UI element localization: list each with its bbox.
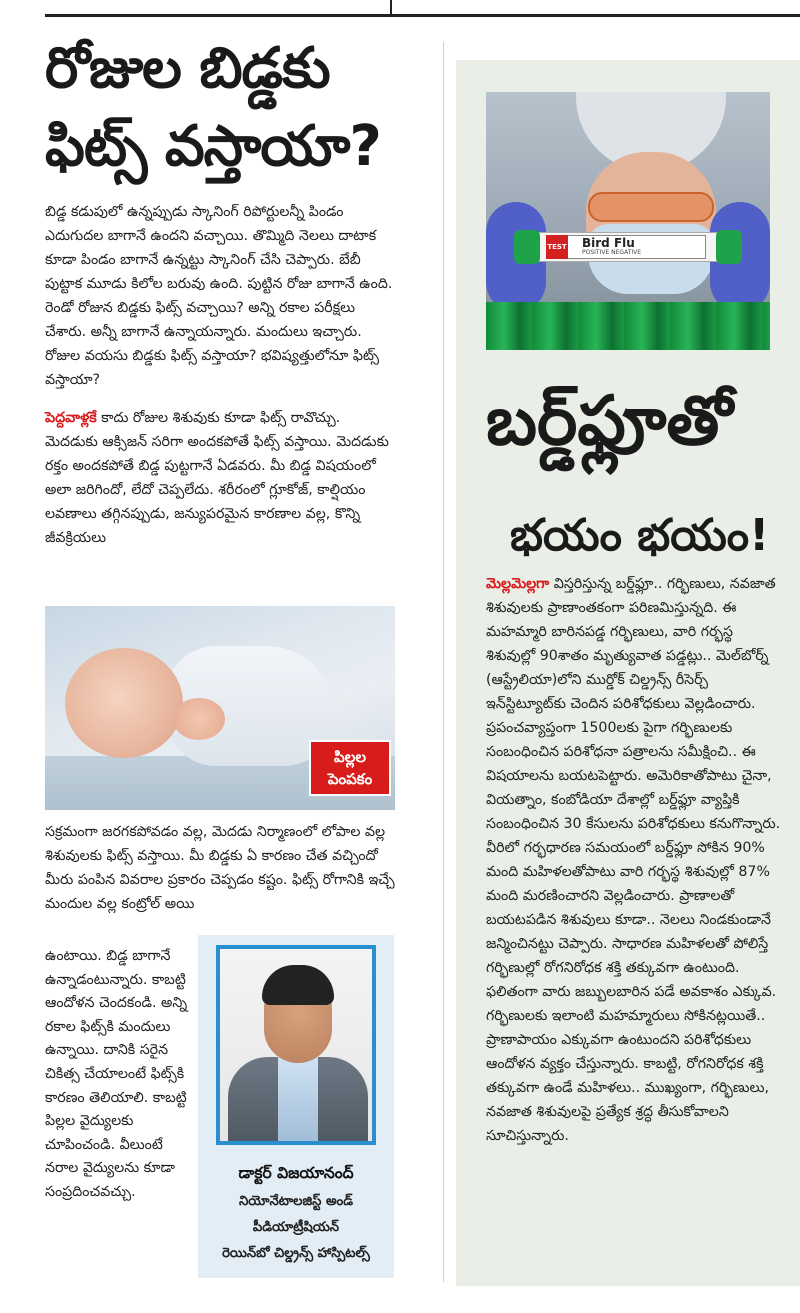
- doctor-role-1: నియోనేటాలజిస్ట్ అండ్: [239, 1194, 353, 1209]
- doctor-box: [198, 935, 394, 1278]
- doctor-hospital: రెయిన్‌బో చిల్డ్రన్స్ హాస్పిటల్స్: [222, 1246, 370, 1261]
- green-vial-caps: [486, 302, 770, 350]
- doctor-name: డాక్టర్ విజయానంద్: [238, 1164, 354, 1182]
- right-paragraph: [486, 572, 786, 1148]
- column-badge: పిల్లల పెంపకం: [309, 740, 391, 796]
- top-rule: [0, 0, 800, 18]
- top-rule-line: [45, 14, 800, 17]
- tube-test-tag: TEST: [546, 235, 568, 259]
- answer-text-1: కాదు రోజుల శిశువుకు కూడా ఫిట్స్ రావొచ్చు. మెదడుకు ఆక్సిజన్ సరిగా అందకపోతే ఫిట్స్ వస్తాయి. మెదడుకు రక్తం అందకపోతే బిడ్డ పుట్టగానే ఏడవరు. మీ బిడ్డ విషయంలో అలా జరిగిందో, లేదో చెప్పలేదు. శరీరంలో గ్లూకోజ్, కాల్షియం లవణాలు తగ్గినప్పుడు, జన్యుపరమైన కారణాల వల్ల, కొన్ని జీవక్రియలు: [45, 410, 389, 546]
- baby-photo: [45, 606, 395, 810]
- right-headline-2: భయం భయం!: [510, 510, 770, 561]
- safety-glasses: [588, 192, 714, 222]
- right-article-body: [486, 572, 786, 1148]
- answer-continued: [45, 820, 395, 916]
- doctor-photo: [216, 945, 376, 1145]
- doctor-roles: [198, 1189, 394, 1267]
- right-headline-1: బర్డ్‌ఫ్లూతో: [486, 382, 733, 461]
- doctor-role-2: పీడియాట్రీషియన్: [252, 1220, 340, 1235]
- tube-label-text: Bird Flu: [582, 236, 635, 250]
- right-body-text: విస్తరిస్తున్న బర్డ్‌ఫ్లూ.. గర్భిణులు, నవజాత శిశువులకు ప్రాణాంతకంగా పరిణమిస్తున్నది. ఈ మహమ్మారి బారినపడ్డ గర్భిణులు, వారి గర్భస్థ శిశువుల్లో 90శాతం మృత్యువాత పడ్డట్లు.. మెల్‌బోర్న్ (ఆస్ట్రేలియా)లోని ముర్డోక్ చిల్డ్రన్స్ రీసెర్చ్ ఇన్‌స్టిట్యూట్‌కు చెందిన పరిశోధకులు వెల్లడించారు. ప్రపంచవ్యాప్తంగా 1500లకు పైగా గర్భిణులకు సంబంధించిన పరిశోధనా పత్రాలను సమీక్షించి.. ఈ విషయాలను బయటపెట్టారు. అమెరికాతోపాటు చైనా, వియత్నాం, కంబోడియా దేశాల్లో బర్డ్‌ఫ్లూ వ్యాప్తికి సంబంధించిన 30 కేసులను పరిశోధకులు కనుగొన్నారు. వీరిలో గర్భధారణ సమయంలో బర్డ్‌ఫ్లూ సోకిన 90% మంది మహిళలతోపాటు వారి గర్భస్థ శిశువుల్లో 87% మంది మరణించారని వెల్లడించారు. ప్రాణాలతో బయటపడిన శిశువులు కూడా.. నెలలు నిండకుండానే జన్మించినట్టు చెప్పారు. సాధారణ మహిళలతో పోలిస్తే గర్భిణుల్లో రోగనిరోధక శక్తి తక్కువగా ఉంటుంది. ఫలితంగా వారు జబ్బులబారిన పడే అవకాశం ఎక్కువ. గర్భిణులకు ఇలాంటి మహమ్మారులు సోకినట్లయితే.. ప్రాణాపాయం ఎక్కువగా ఉంటుందని పరిశోధకులు ఆందోళన వ్యక్తం చేస్తున్నారు. కాబట్టి, రోగనిరోధక శక్తి తక్కువగా ఉండే మహిళలు.. ముఖ్యంగా, గర్భిణులు, నవజాత శిశువులపై ప్రత్యేక శ్రద్ధ తీసుకోవాలని సూచిస్తున్నారు.: [486, 576, 781, 1144]
- top-rule-tick: [390, 0, 392, 16]
- answer-narrow-column: [45, 945, 195, 1205]
- bird-flu-test-photo: [486, 92, 770, 350]
- left-article: [45, 30, 395, 550]
- answer-paragraph-2: సక్రమంగా జరగకపోవడం వల్ల, మెదడు నిర్మాణంలో లోపాల వల్ల శిశువులకు ఫిట్స్ వస్తాయి. మీ బిడ్డకు ఏ కారణం చేత వచ్చిందో మీరు పంపిన వివరాల ప్రకారం చెప్పడం కష్టం. ఫిట్స్ రోగానికి ఇచ్చే మందుల వల్ల కంట్రోల్ అయి: [45, 824, 395, 912]
- doctor-hair: [262, 965, 334, 1005]
- baby-head: [65, 648, 183, 758]
- answer-paragraph-1: [45, 406, 395, 550]
- tube-label-sub: POSITIVE NEGATIVE: [582, 249, 642, 256]
- baby-hand: [173, 698, 225, 740]
- tube-cap-right: [716, 230, 742, 264]
- reader-question: బిడ్డ కడుపులో ఉన్నప్పుడు స్కానింగ్ రిపోర్టులన్నీ పిండం ఎదుగుదల బాగానే ఉందని వచ్చాయి. తొమ్మిది నెలలు దాటాక కూడా పిండం బాగానే ఉన్నట్టు స్కానింగ్ చేసి చెప్పారు. బేబీ పుట్టాక మూడు కిలోల బరువు ఉంది. పుట్టిన రోజు బాగానే ఉంది. రెండో రోజున బిడ్డకు ఫిట్స్ వచ్చాయి? అన్ని రకాల పరీక్షలు చేశారు. అన్నీ బాగానే ఉన్నాయన్నారు. మందులు ఇచ్చారు. రోజుల వయసు బిడ్డకు ఫిట్స్ వస్తాయా? భవిష్యత్తులోనూ ఫిట్స్ వస్తాయా?: [45, 204, 393, 388]
- answer-lead-word: పెద్దవాళ్లకే: [45, 410, 97, 426]
- tube-cap-left: [514, 230, 540, 264]
- column-divider: [443, 42, 444, 1282]
- doctor-shirt: [278, 1057, 318, 1145]
- answer-paragraph-3: ఉంటాయి. బిడ్డ బాగానే ఉన్నాడంటున్నారు. కాబట్టి ఆందోళన చెందకండి. అన్ని రకాల ఫిట్స్‌కి మందులు ఉన్నాయి. దానికి సరైన చికిత్స చేయాలంటే ఫిట్స్‌కి కారణం తెలియాలి. కాబట్టి పిల్లల వైద్యులకు చూపించండి. వీలుంటే నరాల వైద్యులను కూడా సంప్రదించవచ్చు.: [45, 948, 188, 1200]
- right-lead-word: మెల్లమెల్లగా: [486, 576, 550, 592]
- left-headline: రోజుల బిడ్డకు ఫిట్స్ వస్తాయా?: [45, 36, 381, 179]
